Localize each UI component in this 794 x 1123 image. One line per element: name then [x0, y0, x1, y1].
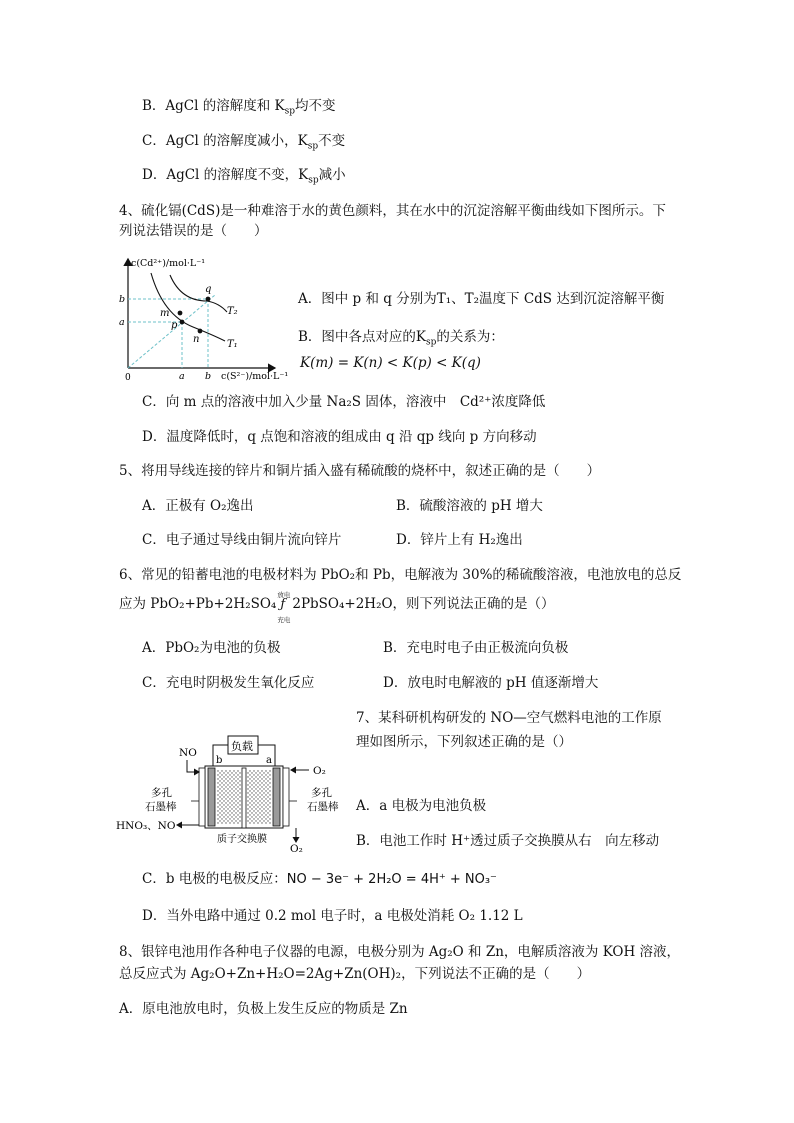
q4-stem-line1: 4、硫化镉(CdS)是一种难溶于水的黄色颜料，其在水中的沉淀溶解平衡曲线如下图所示。下 [119, 203, 666, 219]
q5-option-d: D．锌片上有 H₂逸出 [396, 532, 523, 548]
o2-inlet-label: O₂ [313, 765, 326, 777]
q8-stem-line2: 总反应式为 Ag₂O+Zn+H₂O=2Ag+Zn(OH)₂，下列说法不正确的是（ ） [119, 966, 591, 982]
graph-ylabel: c(Cd²⁺)/mol·L⁻¹ [131, 258, 206, 269]
q4-stem-line2: 列说法错误的是（ ） [119, 223, 268, 239]
left-rod-label-2: 石墨棒 [145, 801, 177, 813]
point-p [180, 320, 185, 325]
q8-stem-line1: 8、银锌电池用作各种电子仪器的电源，电极分别为 Ag₂O 和 Zn，电解质溶液为 KOH 溶液， [119, 944, 681, 960]
graph-origin: 0 [125, 373, 131, 383]
q4-option-b-formula: K(m) = K(n) < K(p) < K(q) [300, 355, 481, 371]
q6-option-d: D．放电时电解液的 pH 值逐渐增大 [383, 675, 599, 691]
electrode-a-label: a [266, 755, 272, 766]
q7-fuel-cell-diagram [113, 730, 353, 856]
q7-option-a: A．a 电极为电池负极 [356, 798, 487, 814]
tick-a-y: a [119, 317, 125, 328]
q4-solubility-graph [115, 255, 295, 385]
q3-option-b: B．AgCl 的溶解度和 $K_{sp}$均不变 [142, 98, 336, 117]
no-inlet-label: NO [179, 747, 197, 759]
proton-exchange-membrane [242, 768, 246, 828]
curve-t1 [151, 273, 225, 341]
electrode-a [273, 768, 280, 826]
q6-option-b: B．充电时电子由正极流向负极 [383, 640, 569, 656]
tick-b-y: b [119, 294, 126, 305]
curve-t2 [170, 275, 227, 312]
left-rod-label-1: 多孔 [151, 787, 172, 799]
q7-stem-line1: 7、某科研机构研发的 NO—空气燃料电池的工作原 [356, 710, 662, 726]
q5-option-b: B．硫酸溶液的 pH 增大 [396, 498, 543, 514]
membrane-label: 质子交换膜 [217, 834, 267, 845]
q5-stem: 5、将用导线连接的锌片和铜片插入盛有稀硫酸的烧杯中，叙述正确的是（ ） [119, 463, 601, 479]
label-p: p [171, 320, 178, 331]
tick-b-x: b [205, 371, 212, 382]
right-rod-label-2: 石墨棒 [307, 801, 339, 813]
q4-option-b: B．图中各点对应的$K_{sp}$的关系为： [298, 329, 504, 348]
q7-option-b: B．电池工作时 H⁺透过质子交换膜从右 向左移动 [356, 833, 660, 849]
left-outlet-label: HNO₃、NO [116, 820, 176, 832]
q6-option-c: C．充电时阴极发生氧化反应 [142, 675, 315, 691]
q3-option-c: C．AgCl 的溶解度减小，$K_{sp}$不变 [142, 133, 346, 152]
q4-option-d: D．温度降低时，q 点饱和溶液的组成由 q 沿 qp 线向 p 方向移动 [142, 429, 537, 445]
q3-option-d: D．AgCl 的溶解度不变，$K_{sp}$减小 [142, 167, 346, 186]
right-outlet-label: O₂ [290, 843, 303, 855]
label-t2: T₂ [227, 306, 238, 317]
q4-option-c: C．向 m 点的溶液中加入少量 Na₂S 固体，溶液中 Cd²⁺浓度降低 [142, 394, 546, 410]
point-q [206, 297, 211, 302]
label-t1: T₁ [227, 339, 238, 350]
point-m [178, 311, 183, 316]
q5-option-a: A．正极有 O₂逸出 [142, 498, 254, 514]
electrode-b-label: b [216, 755, 223, 766]
q7-stem-line2: 理如图所示，下列叙述正确的是（） [356, 734, 572, 750]
point-n [198, 329, 203, 334]
q5-option-c: C．电子通过导线由铜片流向锌片 [142, 532, 342, 548]
q6-stem-line1: 6、常见的铅蓄电池的电极材料为 PbO₂和 Pb，电解液为 30%的稀硫酸溶液，电池放电的总反 [119, 567, 682, 583]
q7-option-c: C．b 电极的电极反应：NO − 3e⁻ + 2H₂O = 4H⁺ + NO₃⁻ [142, 871, 497, 887]
q4-option-a: A．图中 p 和 q 分别为T₁、T₂温度下 CdS 达到沉淀溶解平衡 [298, 291, 665, 307]
label-m: m [160, 308, 170, 319]
label-n: n [193, 334, 200, 345]
label-q: q [205, 284, 212, 295]
graph-xlabel: c(S²⁻)/mol·L⁻¹ [221, 371, 289, 382]
tick-a-x: a [179, 371, 185, 382]
q6-stem-line2: 应为 PbO₂+Pb+2H₂SO₄ 放电 ƒ 充电 2PbSO₄+2H₂O，则下列说法正确的是（） [119, 590, 555, 624]
q7-option-d: D．当外电路中通过 0.2 mol 电子时，a 电极处消耗 O₂ 1.12 L [142, 908, 523, 924]
reversible-arrow: 放电 ƒ 充电 [277, 590, 291, 624]
right-rod-label-1: 多孔 [311, 787, 332, 799]
load-label: 负载 [231, 740, 253, 753]
q6-option-a: A．PbO₂为电池的负极 [142, 640, 281, 656]
q8-option-a: A．原电池放电时，负极上发生反应的物质是 Zn [119, 1001, 408, 1017]
electrode-b [208, 768, 215, 826]
